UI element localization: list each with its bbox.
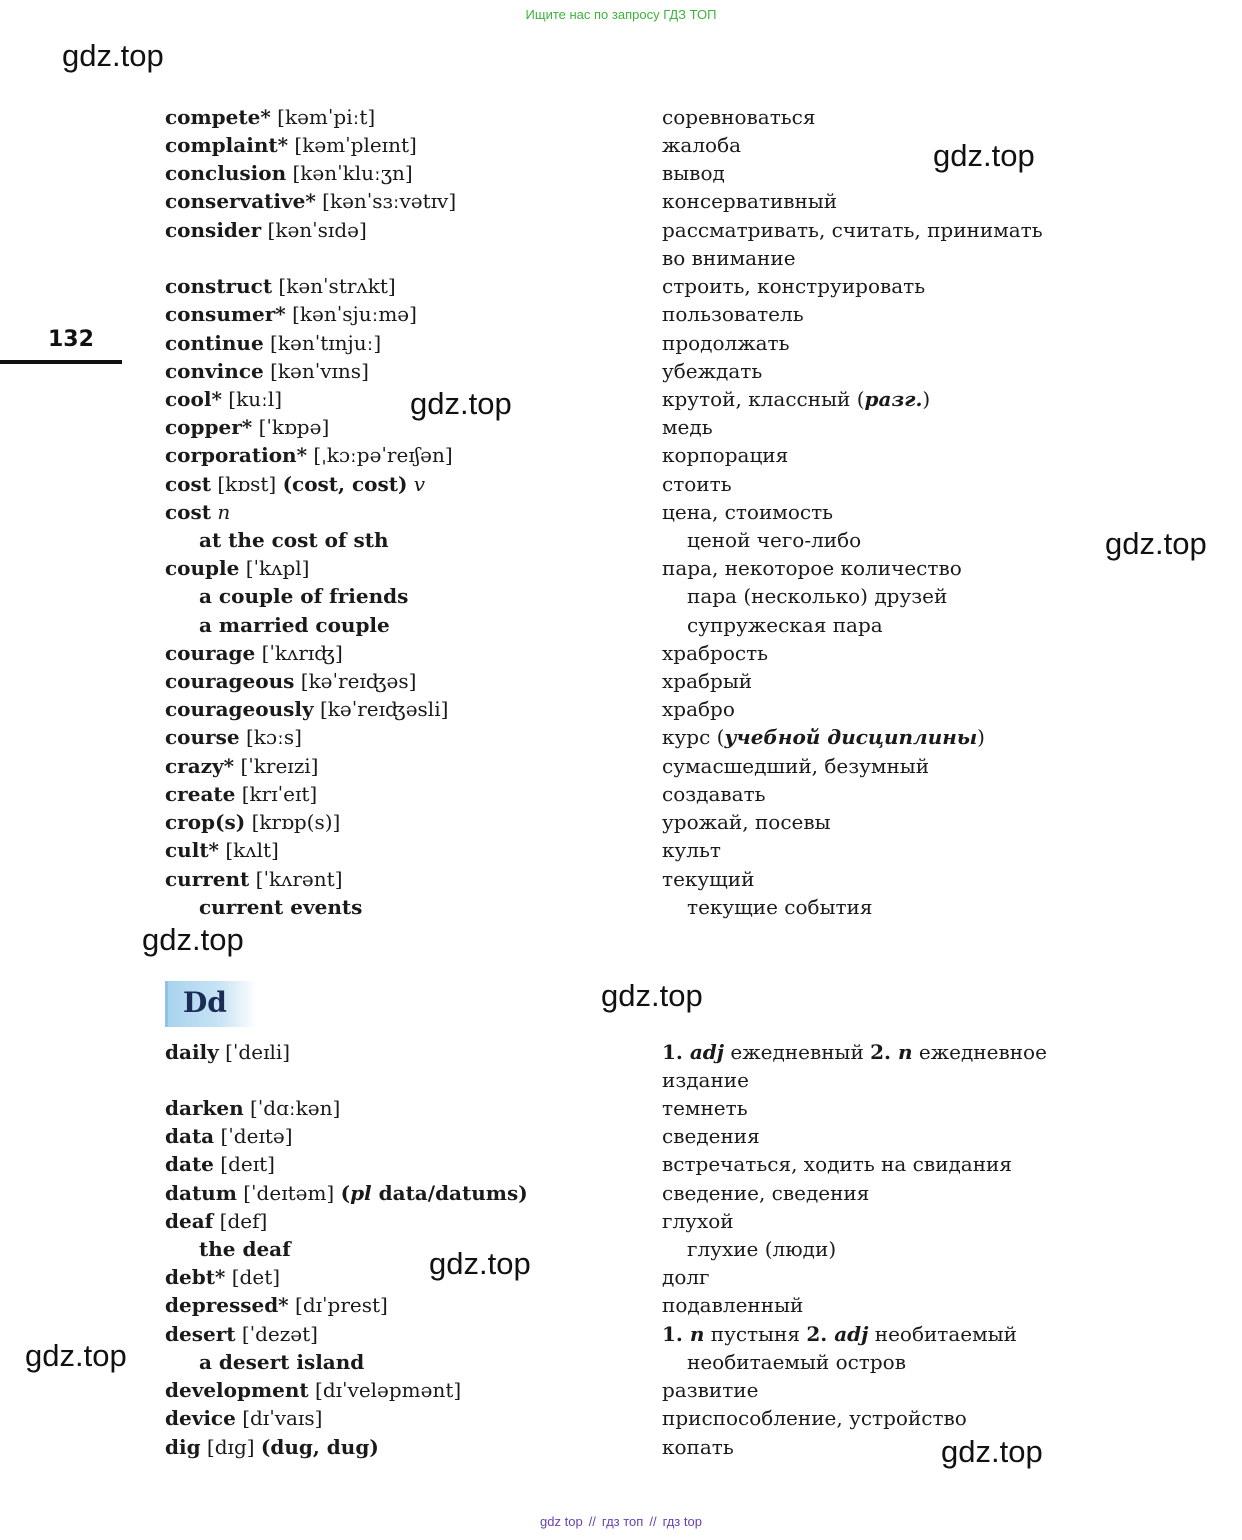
translation: храбрость [662, 641, 769, 665]
translation: крутой, классный (разг.) [662, 387, 931, 411]
translation: храбрый [662, 669, 753, 693]
usage-label: разг. [864, 387, 923, 411]
headword: course [165, 725, 240, 749]
headword: cost [165, 500, 212, 524]
entry-complaint [165, 132, 417, 158]
entry-datum [165, 1180, 528, 1206]
entry-cost-verb [165, 471, 425, 497]
transcription: [deɪt] [213, 1152, 275, 1176]
watermark: gdz.top [25, 1338, 127, 1373]
headword: courageous [165, 669, 295, 693]
entry-copper [165, 414, 329, 440]
transcription: [ˈkɒpə] [252, 415, 330, 439]
translation: темнеть [662, 1096, 748, 1120]
entry-compete [165, 104, 375, 130]
transcription: [ˈdeɪli] [218, 1040, 291, 1064]
footer-link[interactable]: гдз топ [601, 1514, 644, 1529]
translation: текущий [662, 867, 755, 891]
entry-darken [165, 1095, 340, 1121]
translation: жалоба [662, 133, 742, 157]
headword: courage [165, 641, 256, 665]
headword: consumer* [165, 302, 286, 326]
transcription: [kuːl] [221, 387, 283, 411]
entry-cool [165, 386, 282, 412]
transcription: [kənˈsɜːvətɪv] [315, 189, 457, 213]
headword: depressed* [165, 1293, 289, 1317]
transcription: [krɒp(s)] [245, 810, 341, 834]
transcription: [kənˈvɪns] [263, 359, 369, 383]
entry-consider [165, 217, 367, 243]
entry-development [165, 1377, 461, 1403]
translation: курс (учебной дисциплины) [662, 725, 985, 749]
transcription: [kɒst] [211, 472, 283, 496]
phrase-translation: ценой чего-либо [687, 528, 862, 552]
entry-courageous [165, 668, 416, 694]
part-of-speech: v [407, 472, 426, 496]
transcription: [ˌkɔːpəˈreɪʃən] [307, 443, 453, 467]
transcription: [ˈkʌpl] [239, 556, 310, 580]
headword: convince [165, 359, 264, 383]
translation: культ [662, 838, 721, 862]
translation: сведения [662, 1124, 760, 1148]
translation: подавленный [662, 1293, 804, 1317]
transcription: [ˈkreɪzi] [234, 754, 319, 778]
translation-continued: издание [662, 1068, 749, 1092]
plural-forms: (pl data/datums) [340, 1181, 528, 1205]
transcription: [kənˈsjuːmə] [285, 302, 417, 326]
part-of-speech: adj [834, 1322, 869, 1346]
translation: урожай, посевы [662, 810, 831, 834]
section-letter-box [165, 981, 257, 1027]
entry-corporation [165, 442, 453, 468]
entry-couple [165, 555, 309, 581]
transcription: [kʌlt] [219, 838, 279, 862]
entry-cult [165, 837, 279, 863]
translation: храбро [662, 697, 735, 721]
phrase-translation: текущие события [687, 895, 873, 919]
transcription: [dɪˈveləpmənt] [308, 1378, 462, 1402]
part-of-speech: n [897, 1040, 913, 1064]
headword: continue [165, 331, 264, 355]
translation: консервативный [662, 189, 838, 213]
translation: убеждать [662, 359, 763, 383]
transcription: [dɪˈprest] [288, 1293, 388, 1317]
section-letter: Dd [183, 986, 227, 1019]
translation: глухой [662, 1209, 734, 1233]
headword: current [165, 867, 250, 891]
footer-separator: // [649, 1514, 657, 1529]
part-of-speech: n [689, 1322, 705, 1346]
entry-dig [165, 1434, 379, 1460]
transcription: [dɪg] [200, 1435, 261, 1459]
entry-consumer [165, 301, 417, 327]
verb-forms: (dug, dug) [260, 1435, 379, 1459]
headword: datum [165, 1181, 237, 1205]
phrase-translation: супружеская пара [687, 613, 883, 637]
translation: пара, некоторое количество [662, 556, 962, 580]
entry-date [165, 1151, 275, 1177]
transcription: [ˈkʌrɪʤ] [255, 641, 343, 665]
entry-crops [165, 809, 340, 835]
transcription: [kənˈtɪnjuː] [263, 331, 382, 355]
headword: create [165, 782, 236, 806]
headword: couple [165, 556, 240, 580]
translation: цена, стоимость [662, 500, 834, 524]
transcription: [dɪˈvaɪs] [235, 1406, 323, 1430]
entry-construct [165, 273, 396, 299]
headword: device [165, 1406, 236, 1430]
transcription: [det] [225, 1265, 281, 1289]
transcription: [kəmˈpleɪnt] [288, 133, 417, 157]
headword: daily [165, 1040, 219, 1064]
phrase: at the cost of sth [199, 528, 389, 552]
entry-conclusion [165, 160, 413, 186]
headword: conclusion [165, 161, 287, 185]
transcription: [ˈdeɪtə] [214, 1124, 293, 1148]
footer-link[interactable]: gdz top [540, 1514, 583, 1529]
entry-conservative [165, 188, 456, 214]
headword: consider [165, 218, 262, 242]
watermark: gdz.top [429, 1246, 531, 1281]
entry-cost-noun [165, 499, 230, 525]
watermark: gdz.top [1105, 526, 1207, 561]
footer-link[interactable]: гдз top [662, 1514, 702, 1529]
headword: complaint* [165, 133, 289, 157]
watermark: gdz.top [410, 386, 512, 421]
translation: встречаться, ходить на свидания [662, 1152, 1012, 1176]
translation: соревноваться [662, 105, 816, 129]
translation: долг [662, 1265, 710, 1289]
footer-links [0, 1514, 1242, 1529]
headword: darken [165, 1096, 244, 1120]
translation-continued: во внимание [662, 246, 796, 270]
transcription: [ˈdezət] [235, 1322, 318, 1346]
headword: dig [165, 1435, 201, 1459]
translation: сведение, сведения [662, 1181, 870, 1205]
transcription: [ˈkʌrənt] [249, 867, 343, 891]
translation: сумасшедший, безумный [662, 754, 930, 778]
entry-crazy [165, 753, 318, 779]
entry-daily [165, 1039, 290, 1065]
transcription: [kənˈstrʌkt] [272, 274, 396, 298]
translation: 1. n пустыня 2. adj необитаемый [662, 1322, 1017, 1346]
headword: corporation* [165, 443, 308, 467]
watermark: gdz.top [142, 922, 244, 957]
headword: data [165, 1124, 215, 1148]
headword: cool* [165, 387, 222, 411]
entry-continue [165, 330, 381, 356]
phrase: current events [199, 895, 363, 919]
page-number-rule [0, 360, 122, 364]
phrase-translation: пара (несколько) друзей [687, 584, 948, 608]
entry-depressed [165, 1292, 388, 1318]
headword: date [165, 1152, 214, 1176]
headword: construct [165, 274, 273, 298]
translation: пользователь [662, 302, 804, 326]
entry-courageously [165, 696, 448, 722]
entry-course [165, 724, 302, 750]
part-of-speech: n [211, 500, 231, 524]
transcription: [def] [213, 1209, 268, 1233]
headword: compete* [165, 105, 271, 129]
transcription: [kənˈsɪdə] [261, 218, 367, 242]
search-banner[interactable]: Ищите нас по запросу ГДЗ ТОП [525, 7, 717, 22]
transcription: [kənˈkluːʒn] [286, 161, 413, 185]
translation: корпорация [662, 443, 789, 467]
translation: копать [662, 1435, 734, 1459]
watermark: gdz.top [933, 138, 1035, 173]
phrase: a desert island [199, 1350, 365, 1374]
transcription: [kəˈreɪʤəsli] [313, 697, 449, 721]
translation: продолжать [662, 331, 790, 355]
usage-label: учебной дисциплины [724, 725, 978, 749]
entry-current [165, 866, 343, 892]
translation: развитие [662, 1378, 759, 1402]
verb-forms: (cost, cost) [282, 472, 408, 496]
page-number: 132 [48, 327, 94, 352]
transcription: [ˈdeɪtəm] [236, 1181, 341, 1205]
headword: crazy* [165, 754, 235, 778]
headword: courageously [165, 697, 314, 721]
entry-convince [165, 358, 369, 384]
phrase: a married couple [199, 613, 390, 637]
headword: conservative* [165, 189, 316, 213]
phrase: a couple of friends [199, 584, 409, 608]
translation: стоить [662, 472, 732, 496]
watermark: gdz.top [62, 38, 164, 73]
translation: приспособление, устройство [662, 1406, 967, 1430]
translation: рассматривать, считать, принимать [662, 218, 1043, 242]
headword: deaf [165, 1209, 214, 1233]
entry-desert [165, 1321, 318, 1347]
translation: вывод [662, 161, 725, 185]
transcription: [kəmˈpiːt] [270, 105, 376, 129]
watermark: gdz.top [941, 1434, 1043, 1469]
headword: desert [165, 1322, 236, 1346]
headword: debt* [165, 1265, 226, 1289]
entry-deaf [165, 1208, 267, 1234]
transcription: [ˈdɑːkən] [243, 1096, 341, 1120]
headword: cost [165, 472, 212, 496]
transcription: [kəˈreɪʤəs] [294, 669, 417, 693]
transcription: [kɔːs] [239, 725, 302, 749]
entry-create [165, 781, 317, 807]
part-of-speech: adj [689, 1040, 725, 1064]
entry-courage [165, 640, 343, 666]
entry-data [165, 1123, 293, 1149]
translation: строить, конструировать [662, 274, 926, 298]
headword: copper* [165, 415, 253, 439]
translation: 1. adj ежедневный 2. n ежедневное [662, 1040, 1047, 1064]
phrase-translation: глухие (люди) [687, 1237, 837, 1261]
transcription: [krɪˈeɪt] [235, 782, 318, 806]
translation: медь [662, 415, 713, 439]
entry-debt [165, 1264, 280, 1290]
headword: cult* [165, 838, 220, 862]
headword: crop(s) [165, 810, 246, 834]
phrase: the deaf [199, 1237, 291, 1261]
footer-separator: // [588, 1514, 596, 1529]
translation: создавать [662, 782, 766, 806]
watermark: gdz.top [601, 978, 703, 1013]
entry-device [165, 1405, 322, 1431]
phrase-translation: необитаемый остров [687, 1350, 906, 1374]
headword: development [165, 1378, 309, 1402]
